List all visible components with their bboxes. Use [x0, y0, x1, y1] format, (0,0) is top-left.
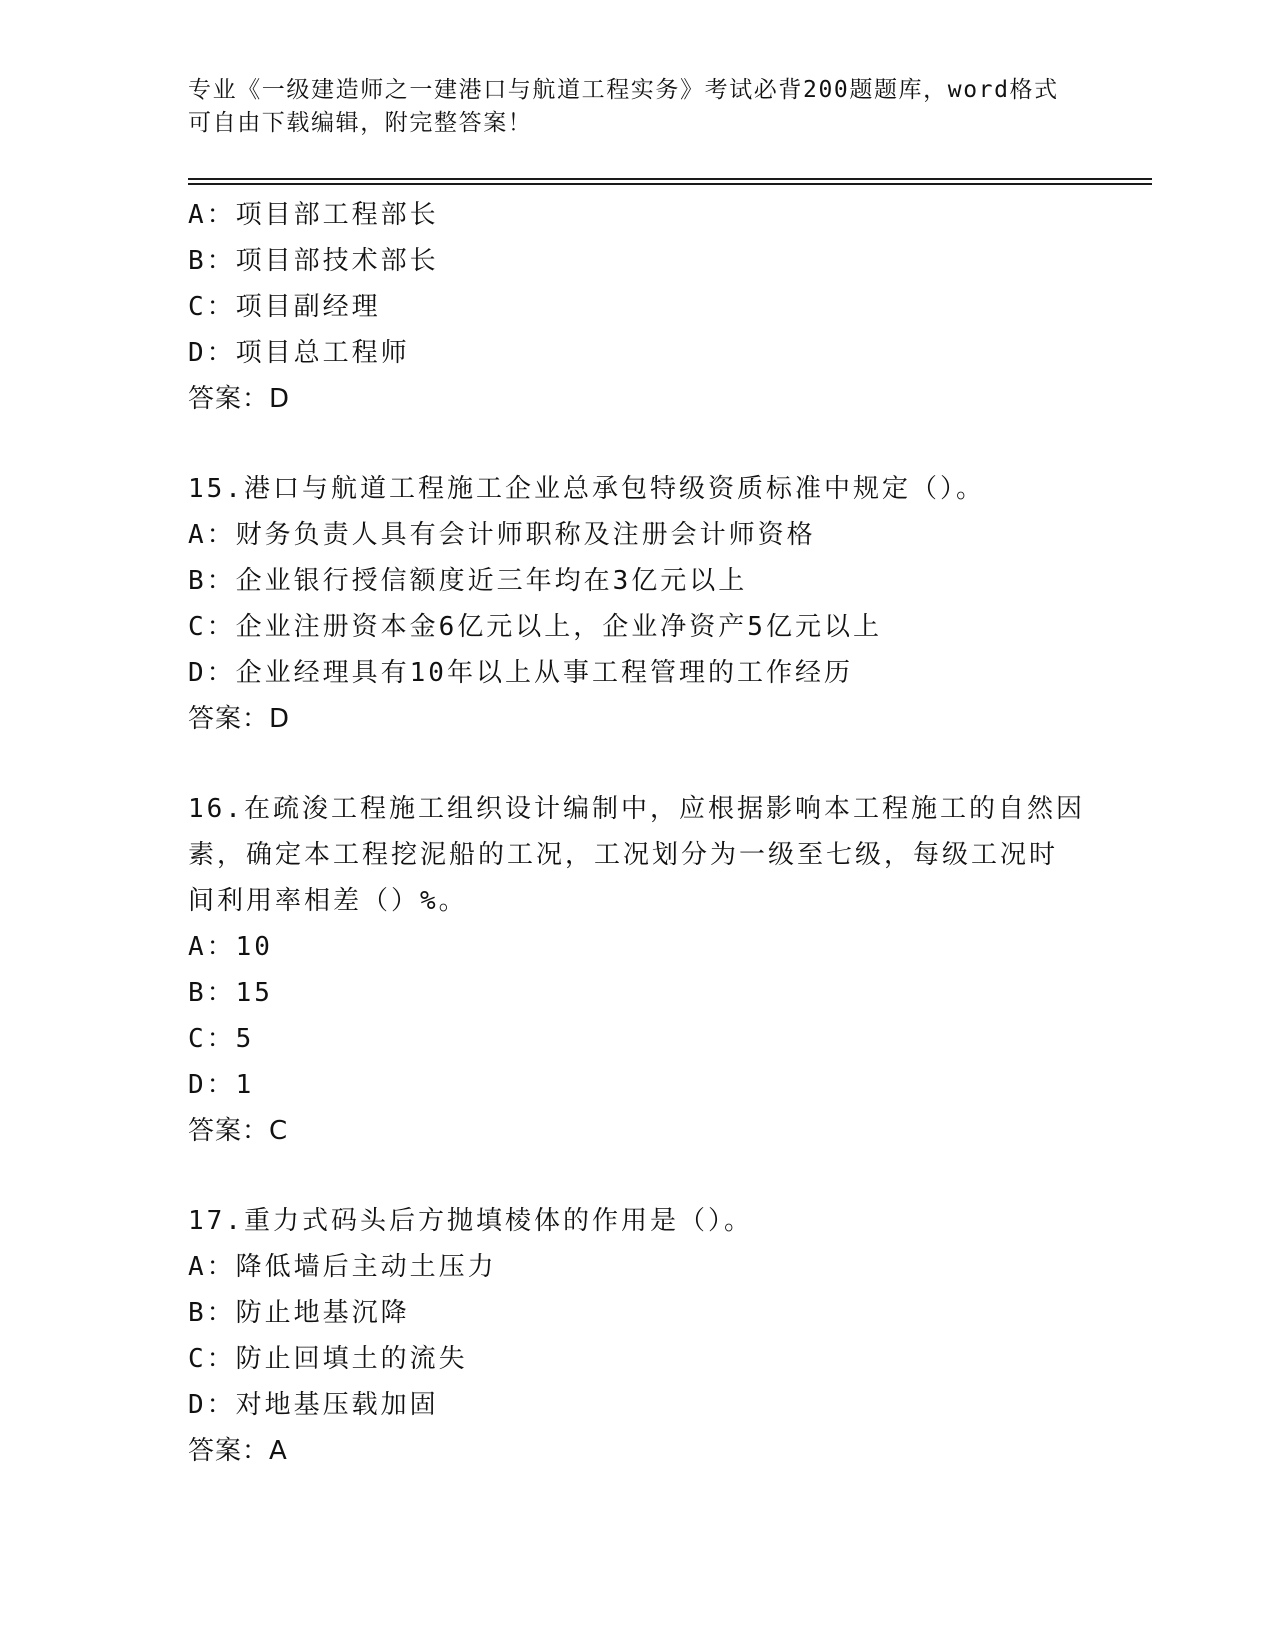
question-14 — [188, 192, 1088, 422]
option-d: D：对地基压载加固 — [188, 1390, 439, 1420]
header-line-1: 专业《一级建造师之一建港口与航道工程实务》考试必背200题题库，word格式 — [188, 77, 1059, 103]
option-b: B：企业银行授信额度近三年均在3亿元以上 — [188, 566, 748, 596]
header-line-2: 可自由下载编辑，附完整答案！ — [188, 110, 533, 136]
question-spacer — [188, 742, 1088, 786]
option-a: A：项目部工程部长 — [188, 200, 439, 230]
question-16 — [188, 786, 1088, 1154]
answer-line: 答案：A — [188, 1436, 288, 1466]
option-b: B：项目部技术部长 — [188, 246, 439, 276]
question-spacer — [188, 1154, 1088, 1198]
answer-line: 答案：D — [188, 384, 291, 414]
option-c: C：项目副经理 — [188, 292, 381, 322]
option-d: D：项目总工程师 — [188, 338, 410, 368]
question-stem-line-2: 素，确定本工程挖泥船的工况，工况划分为一级至七级，每级工况时 — [188, 840, 1059, 870]
question-stem-line-3: 间利用率相差（）%。 — [188, 886, 468, 916]
answer-line: 答案：D — [188, 704, 291, 734]
option-c: C：5 — [188, 1024, 255, 1054]
option-a: A：财务负责人具有会计师职称及注册会计师资格 — [188, 520, 816, 550]
header-divider-bottom — [188, 183, 1152, 185]
option-b: B：15 — [188, 978, 273, 1008]
question-stem-line-1: 16.在疏浚工程施工组织设计编制中，应根据影响本工程施工的自然因 — [188, 794, 1085, 824]
question-spacer — [188, 422, 1088, 466]
question-17 — [188, 1198, 1088, 1474]
option-d: D：1 — [188, 1070, 255, 1100]
option-c: C：防止回填土的流失 — [188, 1344, 468, 1374]
question-stem: 17.重力式码头后方抛填棱体的作用是（）。 — [188, 1206, 753, 1236]
answer-line: 答案：C — [188, 1116, 289, 1146]
option-a: A：10 — [188, 932, 273, 962]
question-15 — [188, 466, 1088, 742]
option-b: B：防止地基沉降 — [188, 1298, 410, 1328]
option-d: D：企业经理具有10年以上从事工程管理的工作经历 — [188, 658, 853, 688]
option-a: A：降低墙后主动土压力 — [188, 1252, 497, 1282]
question-stem: 15.港口与航道工程施工企业总承包特级资质标准中规定（）。 — [188, 474, 985, 504]
option-c: C：企业注册资本金6亿元以上，企业净资产5亿元以上 — [188, 612, 882, 642]
question-list — [188, 192, 1088, 1474]
document-header — [188, 74, 1088, 140]
header-divider-top — [188, 178, 1152, 180]
